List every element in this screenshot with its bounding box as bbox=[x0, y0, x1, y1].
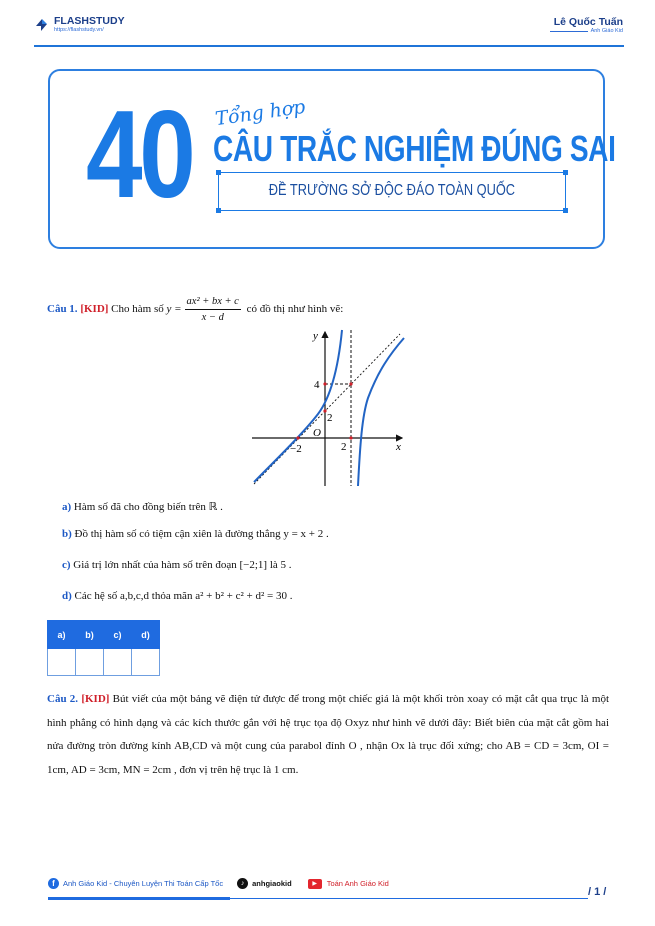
question-1-tail: có đồ thị như hình vẽ: bbox=[246, 303, 344, 316]
function-fraction bbox=[185, 294, 241, 325]
answer-table bbox=[47, 620, 160, 676]
option-c-text: Giá trị lớn nhất của hàm số trên đoạn [−2;1] là 5 . bbox=[73, 559, 292, 571]
point-xneg2 bbox=[296, 436, 299, 439]
answer-cell-b[interactable] bbox=[76, 649, 104, 676]
footer-rule-thin bbox=[230, 898, 588, 899]
option-d-text: Các hệ số a,b,c,d thỏa mãn a² + b² + c² + d² = 30 . bbox=[74, 590, 293, 602]
option-c-key: c) bbox=[62, 559, 71, 571]
tick-label-neg2: −2 bbox=[290, 443, 302, 455]
origin-label: O bbox=[313, 427, 321, 439]
fraction-denominator: x − d bbox=[201, 312, 224, 323]
banner-number: 40 bbox=[86, 86, 193, 224]
left-branch-curve bbox=[254, 330, 342, 482]
tiktok-icon[interactable]: ♪ bbox=[237, 878, 248, 889]
author-block bbox=[550, 16, 623, 34]
option-a-text: Hàm số đã cho đồng biến trên ℝ . bbox=[73, 501, 223, 513]
option-c bbox=[62, 559, 292, 571]
oblique-asymptote bbox=[254, 334, 400, 484]
option-d-key: d) bbox=[62, 590, 72, 602]
youtube-link[interactable]: Toán Anh Giáo Kid bbox=[326, 879, 389, 888]
flashstudy-logo-icon bbox=[34, 17, 50, 33]
option-b-text: Đồ thị hàm số có tiệm cận xiên là đường thẳng y = x + 2 . bbox=[74, 528, 329, 540]
footer bbox=[48, 878, 389, 889]
facebook-icon[interactable]: f bbox=[48, 878, 59, 889]
point-2-4 bbox=[349, 382, 352, 385]
question-2-label: Câu 2. bbox=[47, 693, 79, 705]
brand-name: FLASHSTUDY bbox=[54, 15, 125, 27]
answer-cell-a[interactable] bbox=[48, 649, 76, 676]
answer-cell-c[interactable] bbox=[104, 649, 132, 676]
footer-rule-thick bbox=[48, 897, 230, 900]
author-subtitle: Anh Giáo Kid bbox=[590, 28, 623, 34]
right-branch-curve bbox=[358, 338, 404, 486]
banner-title: CÂU TRẮC NGHIỆM ĐÚNG SAI bbox=[213, 128, 616, 169]
option-d bbox=[62, 590, 292, 602]
author-name: Lê Quốc Tuấn bbox=[553, 16, 623, 28]
point-x2 bbox=[349, 436, 352, 439]
question-1-tag: [KID] bbox=[80, 303, 109, 316]
option-b-key: b) bbox=[62, 528, 72, 540]
page-number: / 1 / bbox=[588, 886, 607, 898]
option-b bbox=[62, 528, 329, 540]
answer-cell-d[interactable] bbox=[132, 649, 160, 676]
question-2-text: Bút viết của một bảng vẽ điện tử được để trong một chiếc giá là một khối tròn xoay có mặt cắt qua trục là một hình phẳng có hình dạng và các kích thước gắn với hệ trục tọa độ Oxyz như hình vẽ dưới đây: Biết biên của mặt cắt gồm hai nửa đường tròn đường kính AB,CD và một cung của parabol đỉnh O , nhận Ox là trục đối xứng; cho AB = CD = 3cm, OI = 1cm, AD = 3cm, MN = 2cm , đơn vị trên hệ trục là 1 cm. bbox=[47, 693, 610, 776]
question-1 bbox=[47, 294, 343, 325]
point-y4 bbox=[323, 382, 326, 385]
header-rule bbox=[34, 45, 624, 47]
youtube-icon[interactable]: ▶ bbox=[308, 879, 322, 889]
page-number-value: 1 bbox=[594, 886, 601, 898]
question-1-intro: Cho hàm số bbox=[111, 303, 164, 316]
x-axis-label: x bbox=[396, 441, 401, 453]
function-graph bbox=[250, 326, 408, 488]
author-divider bbox=[550, 31, 588, 32]
tick-label-2y: 2 bbox=[327, 412, 333, 424]
option-a bbox=[62, 500, 223, 513]
answer-header-b: b) bbox=[76, 621, 104, 649]
option-a-key: a) bbox=[62, 501, 72, 513]
question-2-tag: [KID] bbox=[81, 693, 110, 705]
answer-header-a: a) bbox=[48, 621, 76, 649]
fraction-numerator: ax² + bx + c bbox=[185, 294, 241, 310]
question-1-label: Câu 1. bbox=[47, 303, 78, 316]
banner-subtitle: ĐỀ TRƯỜNG SỞ ĐỘC ĐÁO TOÀN QUỐC bbox=[268, 182, 516, 199]
question-2 bbox=[47, 688, 609, 782]
question-1-y: y = bbox=[166, 303, 182, 316]
facebook-link[interactable]: Anh Giáo Kid - Chuyên Luyện Thi Toán Cấp Tốc bbox=[63, 879, 224, 888]
tick-label-2x: 2 bbox=[341, 441, 347, 453]
answer-header-d: d) bbox=[132, 621, 160, 649]
tick-label-4: 4 bbox=[314, 379, 320, 391]
tiktok-link[interactable]: anhgiaokid bbox=[252, 879, 292, 888]
banner-script: Tổng hợp bbox=[213, 95, 307, 131]
brand-logo[interactable] bbox=[34, 16, 125, 33]
answer-header-c: c) bbox=[104, 621, 132, 649]
brand-url[interactable]: https://flashstudy.vn/ bbox=[54, 27, 104, 33]
y-axis-label: y bbox=[313, 330, 318, 342]
